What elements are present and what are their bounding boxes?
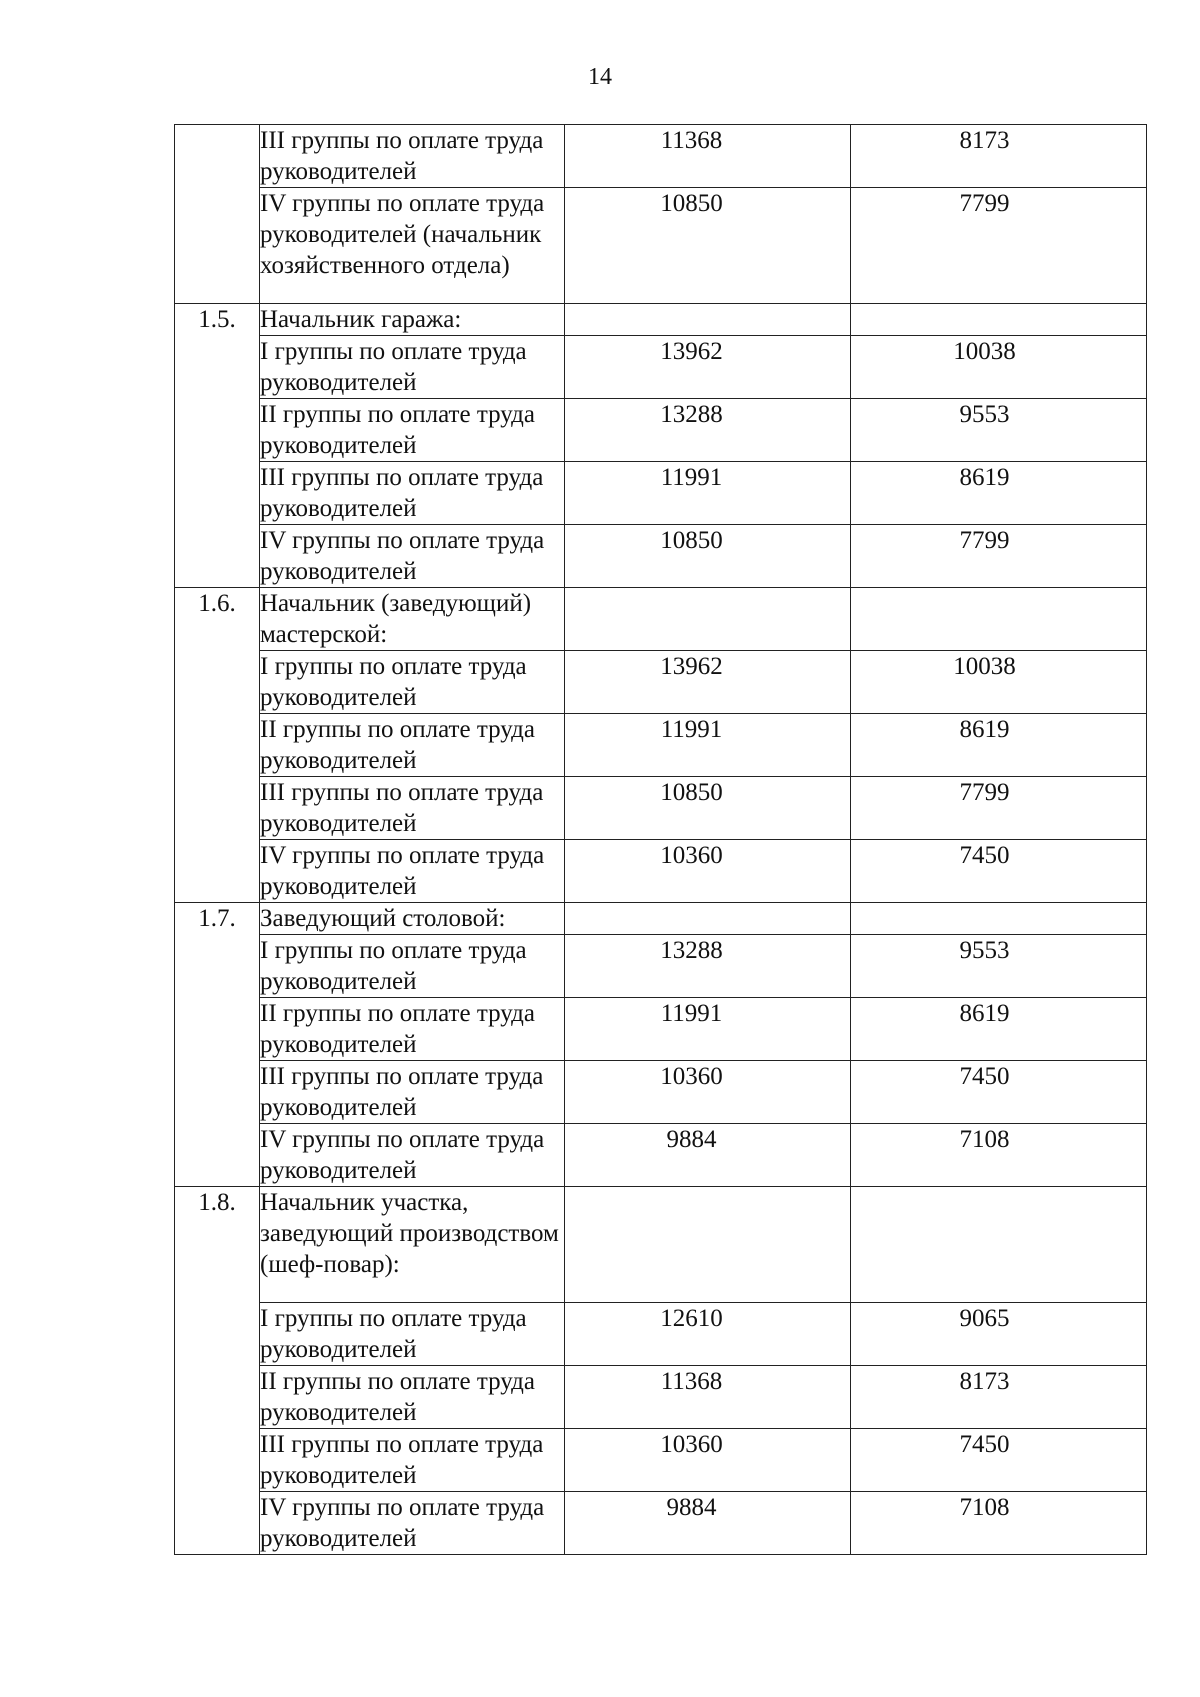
position-name: IV группы по оплате труда руководителей (начальник хозяйственного отдела)	[260, 188, 565, 304]
salary-value-2-cell	[851, 777, 1147, 840]
table-row	[175, 462, 1147, 525]
row-number	[175, 714, 260, 777]
salary-value-2-cell	[851, 651, 1147, 714]
salary-value-2: 7450	[959, 1431, 1010, 1458]
row-number: 1.7.	[175, 903, 260, 935]
salary-value-1-cell	[565, 304, 851, 336]
salary-value-2: 10038	[953, 653, 1016, 680]
salary-value-2-cell	[851, 1124, 1147, 1187]
salary-value-1: 12610	[660, 1305, 723, 1332]
salary-value-2-cell	[851, 903, 1147, 935]
table-row	[175, 714, 1147, 777]
salary-value-1-cell	[565, 1429, 851, 1492]
salary-value-1: 9884	[666, 1126, 717, 1153]
position-name: Начальник (заведующий) мастерской:	[260, 588, 565, 651]
row-number	[175, 840, 260, 903]
table-row	[175, 1303, 1147, 1366]
table-row	[175, 777, 1147, 840]
salary-value-1: 11991	[660, 716, 723, 743]
position-name: IV группы по оплате труда руководителей	[260, 840, 565, 903]
row-number	[175, 525, 260, 588]
salary-value-1: 10360	[660, 1431, 723, 1458]
table-row	[175, 1187, 1147, 1303]
salary-value-2-cell	[851, 1429, 1147, 1492]
row-number	[175, 1061, 260, 1124]
salary-value-1-cell	[565, 777, 851, 840]
salary-value-1-cell	[565, 1061, 851, 1124]
salary-value-2-cell	[851, 1303, 1147, 1366]
row-number	[175, 1366, 260, 1429]
salary-value-1: 10850	[660, 190, 723, 217]
salary-value-1-cell	[565, 1124, 851, 1187]
salary-value-1-cell	[565, 525, 851, 588]
salary-value-1-cell	[565, 935, 851, 998]
salary-value-2-cell	[851, 840, 1147, 903]
salary-value-1: 13962	[660, 653, 723, 680]
salary-value-1-cell	[565, 903, 851, 935]
position-name: IV группы по оплате труда руководителей	[260, 1124, 565, 1187]
table-row	[175, 998, 1147, 1061]
salary-value-1: 13288	[660, 401, 723, 428]
salary-value-2-cell	[851, 125, 1147, 188]
salary-value-2-cell	[851, 1187, 1147, 1303]
table-row	[175, 935, 1147, 998]
row-number	[175, 935, 260, 998]
table-row	[175, 1366, 1147, 1429]
salary-value-1-cell	[565, 651, 851, 714]
position-name: III группы по оплате труда руководителей	[260, 1061, 565, 1124]
salary-value-2-cell	[851, 304, 1147, 336]
salary-value-2-cell	[851, 1366, 1147, 1429]
row-number	[175, 462, 260, 525]
position-name: II группы по оплате труда руководителей	[260, 399, 565, 462]
salary-value-2: 8619	[959, 716, 1010, 743]
table-row	[175, 1061, 1147, 1124]
position-name: I группы по оплате труда руководителей	[260, 935, 565, 998]
position-name: Начальник гаража:	[260, 304, 565, 336]
salary-value-1-cell	[565, 714, 851, 777]
salary-value-2: 8619	[959, 1000, 1010, 1027]
salary-value-2: 7108	[959, 1494, 1010, 1521]
position-name: Начальник участка, заведующий производством (шеф-повар):	[260, 1187, 565, 1303]
salary-value-2: 8619	[959, 464, 1010, 491]
salary-value-2-cell	[851, 525, 1147, 588]
table-row	[175, 1124, 1147, 1187]
salary-value-1-cell	[565, 998, 851, 1061]
salary-value-1: 10850	[660, 779, 723, 806]
row-number	[175, 1429, 260, 1492]
row-number	[175, 125, 260, 188]
table-row	[175, 840, 1147, 903]
salary-value-1: 10360	[660, 1063, 723, 1090]
salary-value-2: 9065	[959, 1305, 1010, 1332]
position-name: I группы по оплате труда руководителей	[260, 1303, 565, 1366]
salary-value-2: 7799	[959, 527, 1010, 554]
page-number: 14	[588, 64, 612, 90]
salary-value-1: 11991	[660, 464, 723, 491]
position-name: I группы по оплате труда руководителей	[260, 336, 565, 399]
table-row	[175, 188, 1147, 304]
salary-value-2-cell	[851, 588, 1147, 651]
row-number: 1.6.	[175, 588, 260, 651]
position-name: IV группы по оплате труда руководителей	[260, 525, 565, 588]
salary-value-2: 7799	[959, 190, 1010, 217]
table-row	[175, 304, 1147, 336]
salary-value-1: 10850	[660, 527, 723, 554]
salary-value-1-cell	[565, 462, 851, 525]
salary-value-2-cell	[851, 399, 1147, 462]
table-row	[175, 651, 1147, 714]
row-number	[175, 777, 260, 840]
row-number	[175, 1303, 260, 1366]
salary-value-2-cell	[851, 998, 1147, 1061]
position-name: Заведующий столовой:	[260, 903, 565, 935]
salary-value-1-cell	[565, 840, 851, 903]
salary-value-2-cell	[851, 1492, 1147, 1555]
position-name: III группы по оплате труда руководителей	[260, 777, 565, 840]
row-number	[175, 188, 260, 304]
table-row	[175, 125, 1147, 188]
position-name: II группы по оплате труда руководителей	[260, 714, 565, 777]
salary-table	[174, 124, 1147, 1555]
salary-value-2-cell	[851, 1061, 1147, 1124]
salary-value-2: 9553	[959, 401, 1010, 428]
salary-value-1: 11368	[660, 127, 723, 154]
salary-value-1: 11368	[660, 1368, 723, 1395]
row-number	[175, 998, 260, 1061]
salary-value-2-cell	[851, 714, 1147, 777]
salary-value-1-cell	[565, 125, 851, 188]
position-name: III группы по оплате труда руководителей	[260, 125, 565, 188]
salary-value-2-cell	[851, 188, 1147, 304]
row-number: 1.8.	[175, 1187, 260, 1303]
salary-value-2-cell	[851, 935, 1147, 998]
salary-value-2-cell	[851, 462, 1147, 525]
salary-value-1: 9884	[666, 1494, 717, 1521]
salary-value-1-cell	[565, 188, 851, 304]
salary-table-body	[175, 125, 1147, 1555]
position-name: II группы по оплате труда руководителей	[260, 998, 565, 1061]
salary-value-1-cell	[565, 1187, 851, 1303]
table-row	[175, 525, 1147, 588]
salary-value-2: 7450	[959, 1063, 1010, 1090]
salary-value-1-cell	[565, 1366, 851, 1429]
table-row	[175, 588, 1147, 651]
table-row	[175, 399, 1147, 462]
salary-value-1-cell	[565, 1303, 851, 1366]
position-name: IV группы по оплате труда руководителей	[260, 1492, 565, 1555]
salary-value-1-cell	[565, 336, 851, 399]
row-number	[175, 399, 260, 462]
salary-value-2: 7108	[959, 1126, 1010, 1153]
row-number	[175, 1124, 260, 1187]
salary-value-1-cell	[565, 588, 851, 651]
salary-value-1-cell	[565, 1492, 851, 1555]
position-name: III группы по оплате труда руководителей	[260, 462, 565, 525]
row-number	[175, 1492, 260, 1555]
salary-value-1-cell	[565, 399, 851, 462]
salary-value-2: 8173	[959, 127, 1010, 154]
row-number: 1.5.	[175, 304, 260, 336]
table-row	[175, 1429, 1147, 1492]
salary-value-1: 13288	[660, 937, 723, 964]
position-name: III группы по оплате труда руководителей	[260, 1429, 565, 1492]
salary-value-2: 10038	[953, 338, 1016, 365]
row-number	[175, 336, 260, 399]
salary-value-2: 9553	[959, 937, 1010, 964]
salary-value-2-cell	[851, 336, 1147, 399]
salary-value-1: 11991	[660, 1000, 723, 1027]
table-row	[175, 336, 1147, 399]
row-number	[175, 651, 260, 714]
salary-value-2: 8173	[959, 1368, 1010, 1395]
salary-value-2: 7450	[959, 842, 1010, 869]
position-name: I группы по оплате труда руководителей	[260, 651, 565, 714]
salary-value-1: 10360	[660, 842, 723, 869]
salary-value-1: 13962	[660, 338, 723, 365]
salary-value-2: 7799	[959, 779, 1010, 806]
table-row	[175, 903, 1147, 935]
position-name: II группы по оплате труда руководителей	[260, 1366, 565, 1429]
table-row	[175, 1492, 1147, 1555]
